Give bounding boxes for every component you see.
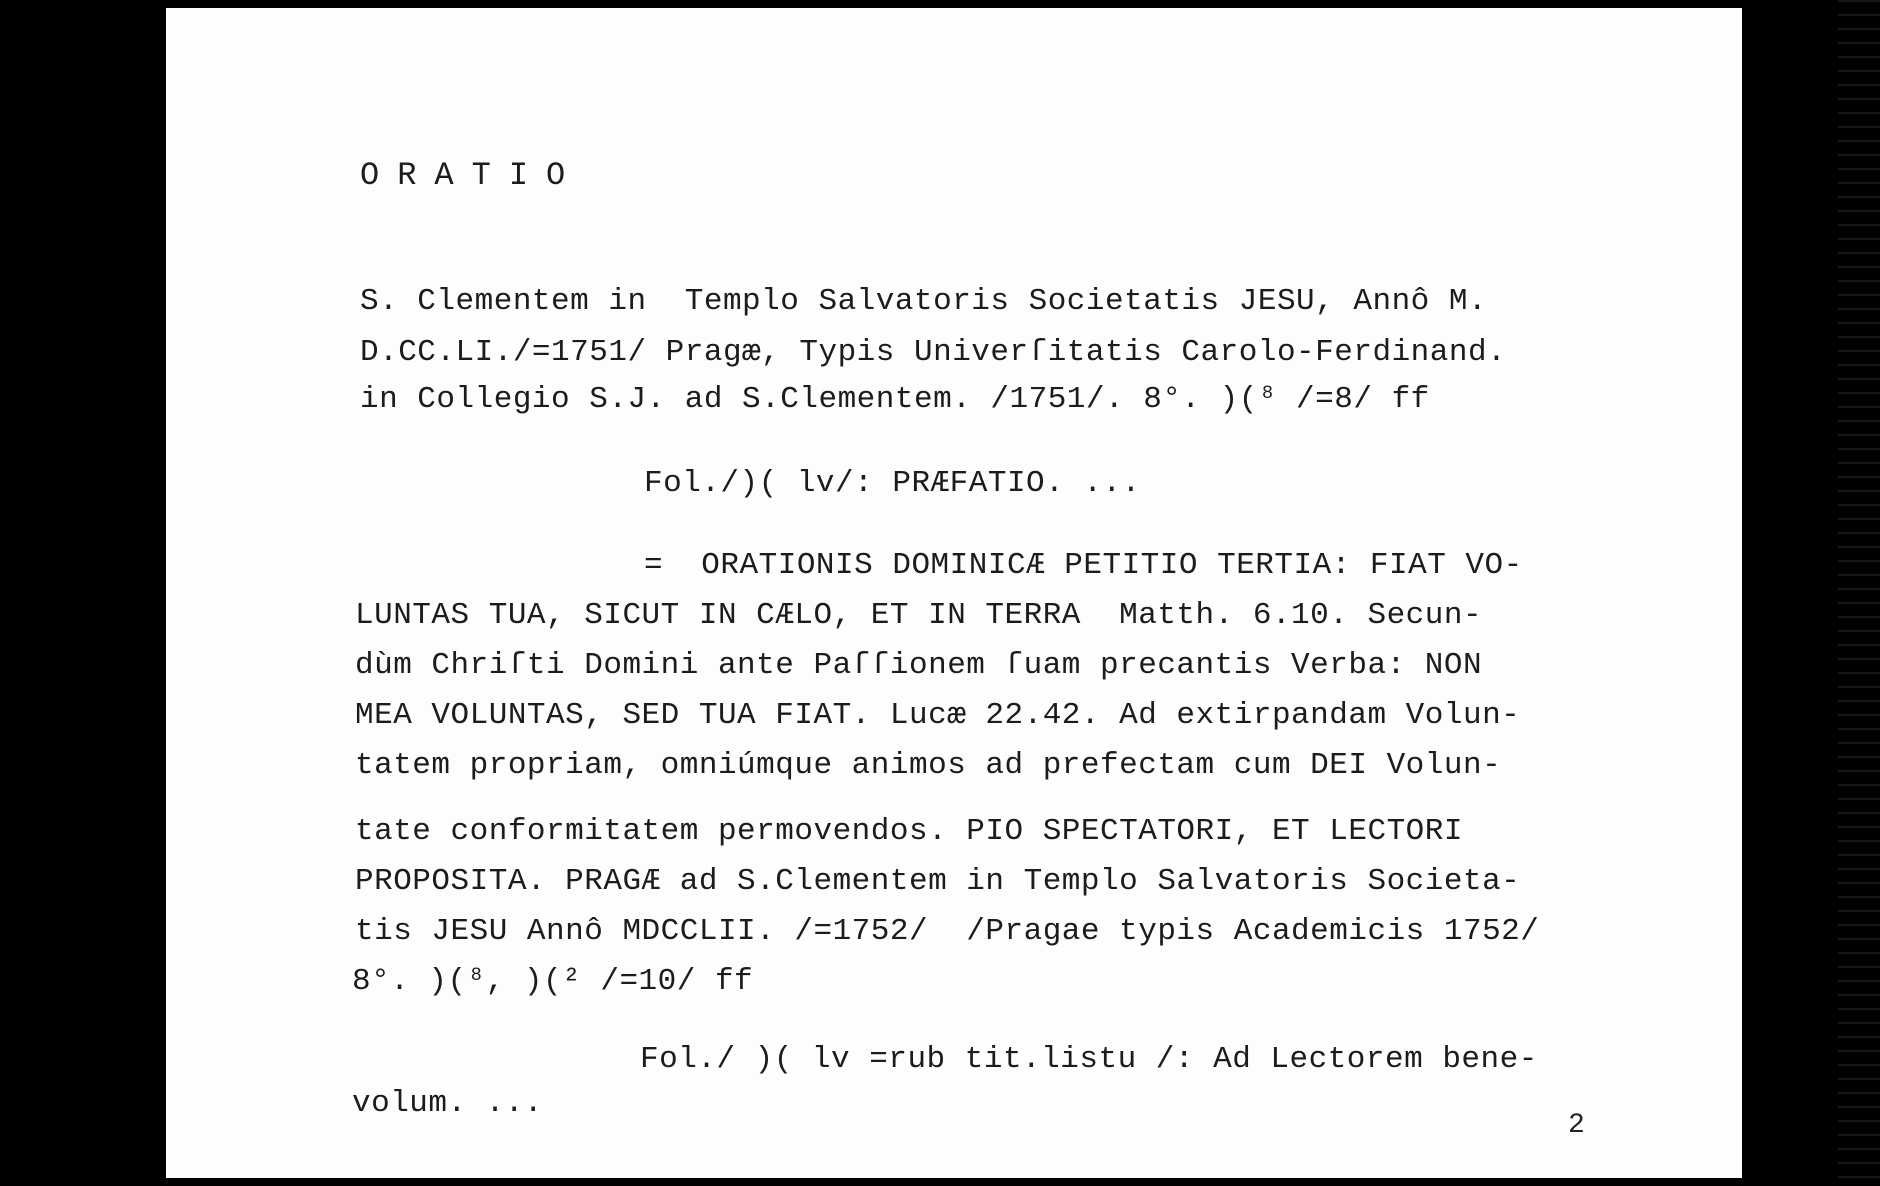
text-line-15: volum. ... [352, 1086, 544, 1121]
text-line-7: dùm Chriſti Domini ante Paſſionem ſuam precantis Verba: NON [355, 648, 1483, 683]
text-line-5: = ORATIONIS DOMINICÆ PETITIO TERTIA: FIAT VO- [644, 548, 1523, 583]
text-line-6: LUNTAS TUA, SICUT IN CÆLO, ET IN TERRA Matth. 6.10. Secun- [355, 598, 1483, 633]
text-line-1: S. Clementem in Templo Salvatoris Societatis JESU, Annô M. [360, 284, 1488, 319]
catalog-card [166, 8, 1742, 1178]
text-line-12: tis JESU Annô MDCCLII. /=1752/ /Pragae typis Academicis 1752/ [355, 914, 1540, 949]
text-line-13: 8°. )(⁸, )(² /=10/ ff [352, 964, 754, 999]
text-line-11: PROPOSITA. PRAGÆ ad S.Clementem in Templo Salvatoris Societa- [355, 864, 1521, 899]
text-line-8: MEA VOLUNTAS, SED TUA FIAT. Lucæ 22.42. Ad extirpandam Volun- [355, 698, 1521, 733]
text-line-10: tate conformitatem permovendos. PIO SPECTATORI, ET LECTORI [355, 814, 1463, 849]
text-line-14: Fol./ )( lv =rub tit.listu /: Ad Lectorem bene- [640, 1042, 1538, 1077]
card-title: ORATIO [360, 157, 584, 194]
text-line-4: Fol./)( lv/: PRÆFATIO. ... [644, 466, 1141, 501]
text-line-2: D.CC.LI./=1751/ Pragæ, Typis Univerſitatis Carolo-Ferdinand. [360, 335, 1507, 370]
text-line-9: tatem propriam, omniúmque animos ad prefectam cum DEI Volun- [355, 748, 1502, 783]
scan-edge-noise [1838, 0, 1880, 1186]
page-number: 2 [1568, 1110, 1585, 1141]
text-line-3: in Collegio S.J. ad S.Clementem. /1751/. 8°. )(⁸ /=8/ ff [360, 382, 1430, 417]
